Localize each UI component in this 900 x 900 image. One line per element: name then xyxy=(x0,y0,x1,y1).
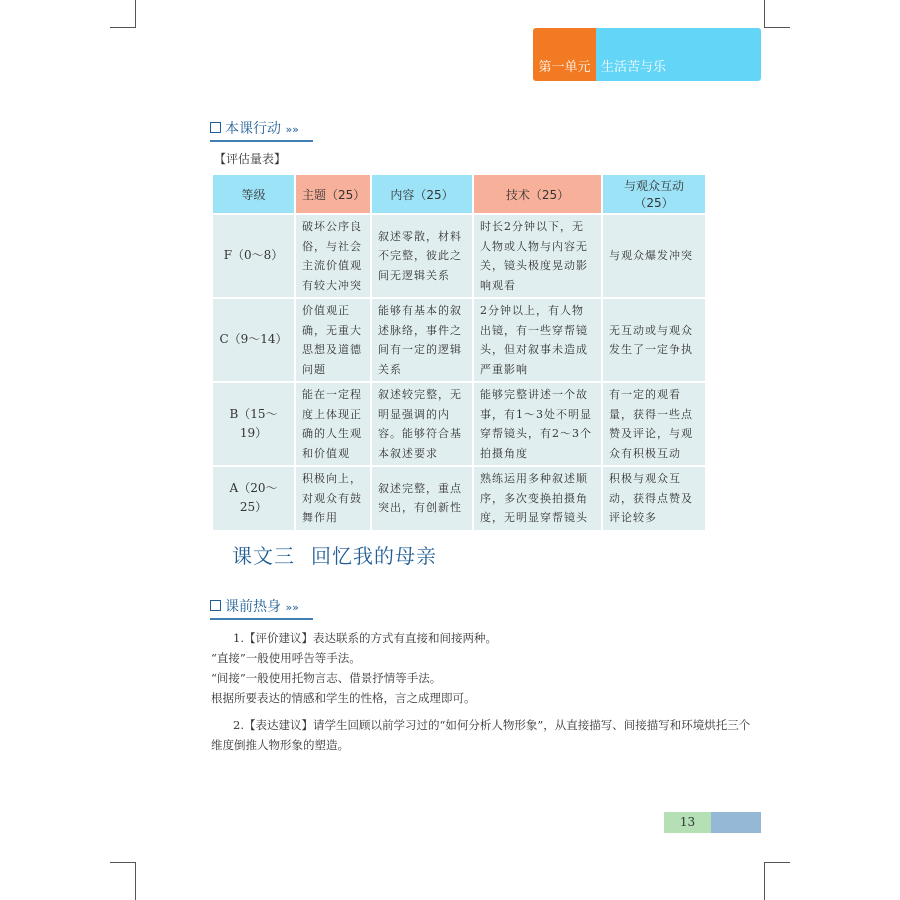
col-header: 主题（25） xyxy=(295,174,371,214)
text-line: 根据所要表达的情感和学生的性格，言之成理即可。 xyxy=(211,691,476,705)
chevrons-icon: »» xyxy=(285,601,299,614)
table-cell: 无互动或与观众发生了一定争执 xyxy=(602,298,706,382)
grade-cell: A（20～25） xyxy=(212,466,295,531)
table-cell: 能够完整讲述一个故事，有1～3处不明显穿帮镜头，有2～3个拍摄角度 xyxy=(473,382,602,466)
crop-mark xyxy=(110,27,136,28)
table-cell: 熟练运用多种叙述顺序，多次变换拍摄角度，无明显穿帮镜头 xyxy=(473,466,602,531)
table-row xyxy=(212,214,706,298)
assessment-table xyxy=(211,173,707,532)
checkbox-square-icon xyxy=(210,600,221,611)
table-cell: 2分钟以上，有人物出镜，有一些穿帮镜头，但对叙事未造成严重影响 xyxy=(473,298,602,382)
page-number: 13 xyxy=(664,812,711,833)
text-line: 1.【评价建议】表达联系的方式有直接和间接两种。 xyxy=(233,631,497,645)
text-paragraph: 2.【表达建议】请学生回顾以前学习过的“如何分析人物形象”，从直接描写、间接描写和环境烘托三个维度倒推人物形象的塑造。 xyxy=(211,718,751,752)
section-title: 本课行动 xyxy=(225,121,281,137)
page-number-bar xyxy=(664,812,761,833)
grade-cell: C（9～14） xyxy=(212,298,295,382)
table-header-row xyxy=(212,174,706,214)
table-cell: 与观众爆发冲突 xyxy=(602,214,706,298)
table-row xyxy=(212,382,706,466)
section-heading xyxy=(210,118,313,142)
unit-label: 第一单元 xyxy=(533,28,596,81)
crop-mark xyxy=(764,0,765,28)
page-bar-decoration xyxy=(711,812,761,833)
crop-mark xyxy=(135,0,136,28)
table-cell: 叙述较完整，无明显强调的内容。能够符合基本叙述要求 xyxy=(371,382,473,466)
table-cell: 叙述零散，材料不完整，彼此之间无逻辑关系 xyxy=(371,214,473,298)
table-row xyxy=(212,466,706,531)
unit-header xyxy=(533,28,761,81)
table-cell: 有一定的观看量，获得一些点赞及评论，与观众有积极互动 xyxy=(602,382,706,466)
grade-cell: F（0～8） xyxy=(212,214,295,298)
table-row xyxy=(212,298,706,382)
section-heading xyxy=(210,596,313,620)
lesson-number: 课文三 xyxy=(232,544,295,568)
table-cell: 价值观正确，无重大思想及道德问题 xyxy=(295,298,371,382)
lesson-title xyxy=(232,540,437,569)
text-line: “间接”一般使用托物言志、借景抒情等手法。 xyxy=(211,671,442,685)
table-cell: 能在一定程度上体现正确的人生观和价值观 xyxy=(295,382,371,466)
paragraph-2 xyxy=(211,715,751,755)
chevrons-icon: »» xyxy=(285,123,299,136)
crop-mark xyxy=(764,862,790,863)
paragraph-1 xyxy=(211,628,751,708)
table-cell: 破坏公序良俗，与社会主流价值观有较大冲突 xyxy=(295,214,371,298)
table-cell: 积极与观众互动，获得点赞及评论较多 xyxy=(602,466,706,531)
table-cell: 时长2分钟以下，无人物或人物与内容无关，镜头极度晃动影响观看 xyxy=(473,214,602,298)
crop-mark xyxy=(764,27,790,28)
col-header: 与观众互动（25） xyxy=(602,174,706,214)
col-header: 等级 xyxy=(212,174,295,214)
col-header: 内容（25） xyxy=(371,174,473,214)
checkbox-square-icon xyxy=(210,122,221,133)
crop-mark xyxy=(135,862,136,900)
text-line: “直接”一般使用呼告等手法。 xyxy=(211,651,361,665)
grade-cell: B（15～19） xyxy=(212,382,295,466)
unit-title: 生活苦与乐 xyxy=(596,28,761,81)
crop-mark xyxy=(110,862,136,863)
table-cell: 积极向上，对观众有鼓舞作用 xyxy=(295,466,371,531)
table-cell: 叙述完整，重点突出，有创新性 xyxy=(371,466,473,531)
col-header: 技术（25） xyxy=(473,174,602,214)
table-caption: 【评估量表】 xyxy=(214,152,287,166)
lesson-name: 回忆我的母亲 xyxy=(311,544,437,568)
crop-mark xyxy=(764,862,765,900)
section-title: 课前热身 xyxy=(225,599,281,615)
table-cell: 能够有基本的叙述脉络，事件之间有一定的逻辑关系 xyxy=(371,298,473,382)
